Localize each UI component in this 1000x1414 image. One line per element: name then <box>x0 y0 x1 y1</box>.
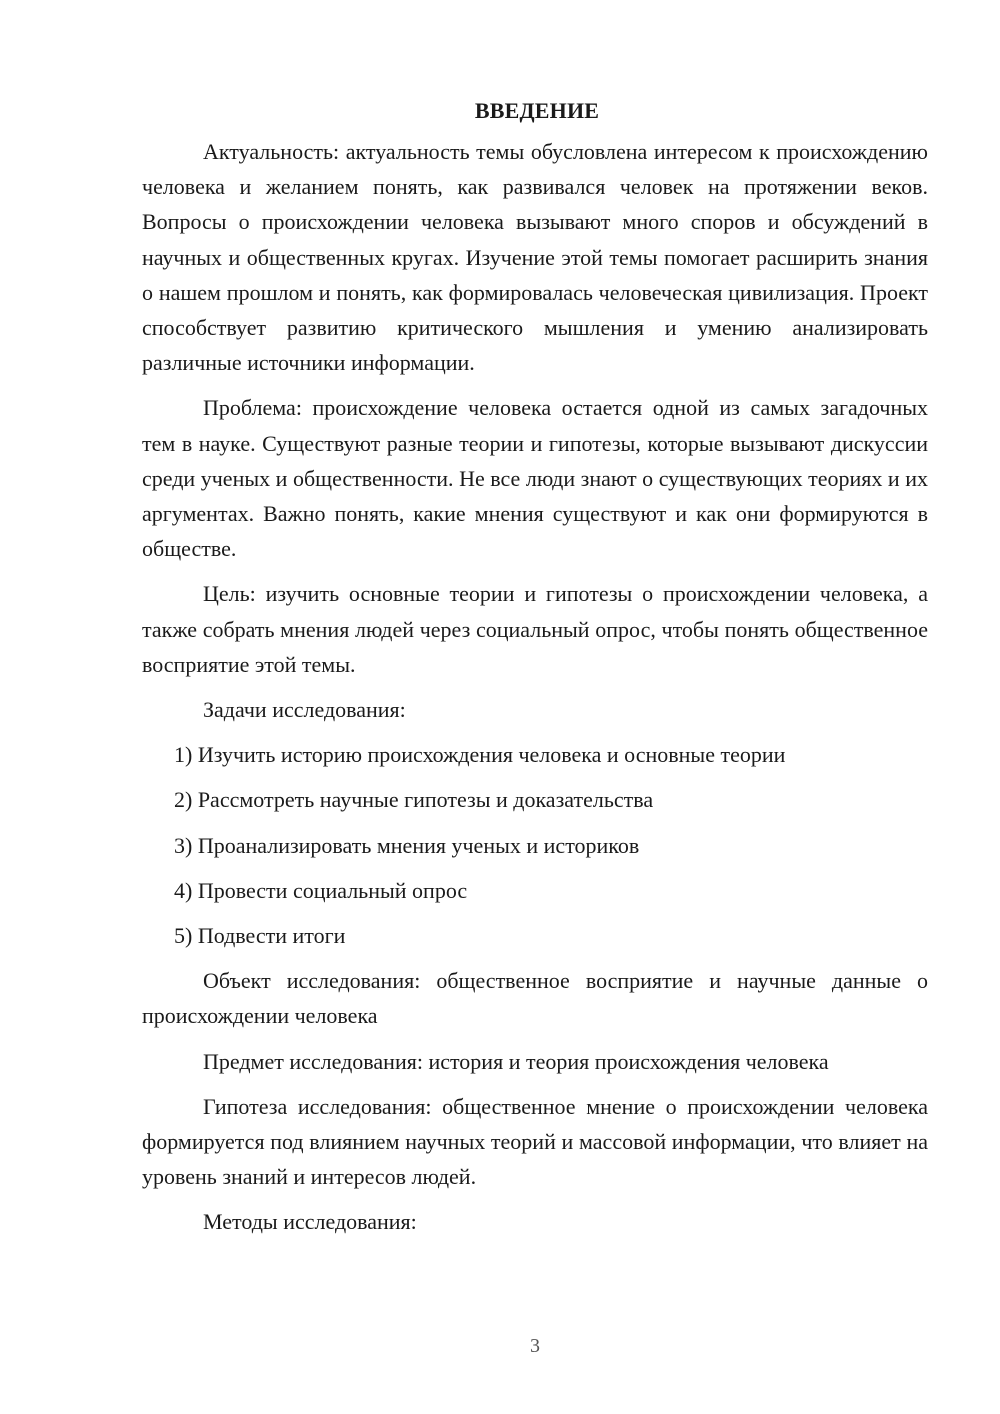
page-content <box>142 94 928 1250</box>
list-item: 3) Проанализировать мнения ученых и историков <box>174 832 640 858</box>
methods-intro: Методы исследования: <box>203 1209 417 1235</box>
hypothesis-paragraph: Гипотеза исследования: общественное мнение о происхождении человека формируется под влиянием научных теорий и массовой информации, что влияет на уровень знаний и интересов людей. <box>142 1093 928 1190</box>
list-item: 1) Изучить историю происхождения человека и основные теории <box>174 742 786 768</box>
list-item: 2) Рассмотреть научные гипотезы и доказательства <box>174 787 654 813</box>
tasks-intro: Задачи исследования: <box>203 697 406 723</box>
relevance-paragraph: Актуальность: актуальность темы обусловлена интересом к происхождению человека и желанием понять, как развивался человек на протяжении веков. Вопросы о происхождении человека вызывают много споров и обсуждений в научных и общественных кругах. Изучение этой темы помогает расширить знания о нашем прошлом и понять, как формировалась человеческая цивилизация. Проект способствует развитию критического мышления и умению анализировать различные источники информации. <box>142 139 928 376</box>
list-item: 4) Провести социальный опрос <box>174 877 468 903</box>
page-number: 3 <box>530 1335 540 1357</box>
list-item: 5) Подвести итоги <box>174 923 346 949</box>
tasks-list <box>142 737 928 953</box>
object-paragraph: Объект исследования: общественное восприятие и научные данные о происхождении человека <box>142 968 928 1029</box>
subject-paragraph: Предмет исследования: история и теория происхождения человека <box>203 1048 829 1074</box>
page-title: ВВЕДЕНИЕ <box>474 98 600 123</box>
problem-paragraph: Проблема: происхождение человека остается одной из самых загадочных тем в науке. Существуют разные теории и гипотезы, которые вызывают дискуссии среди ученых и общественности. Не все люди знают о существующих теориях и их аргументах. Важно понять, какие мнения существуют и как они формируются в обществе. <box>142 395 928 562</box>
goal-paragraph: Цель: изучить основные теории и гипотезы о происхождении человека, а также собрать мнения людей через социальный опрос, чтобы понять общественное восприятие этой темы. <box>142 581 928 677</box>
